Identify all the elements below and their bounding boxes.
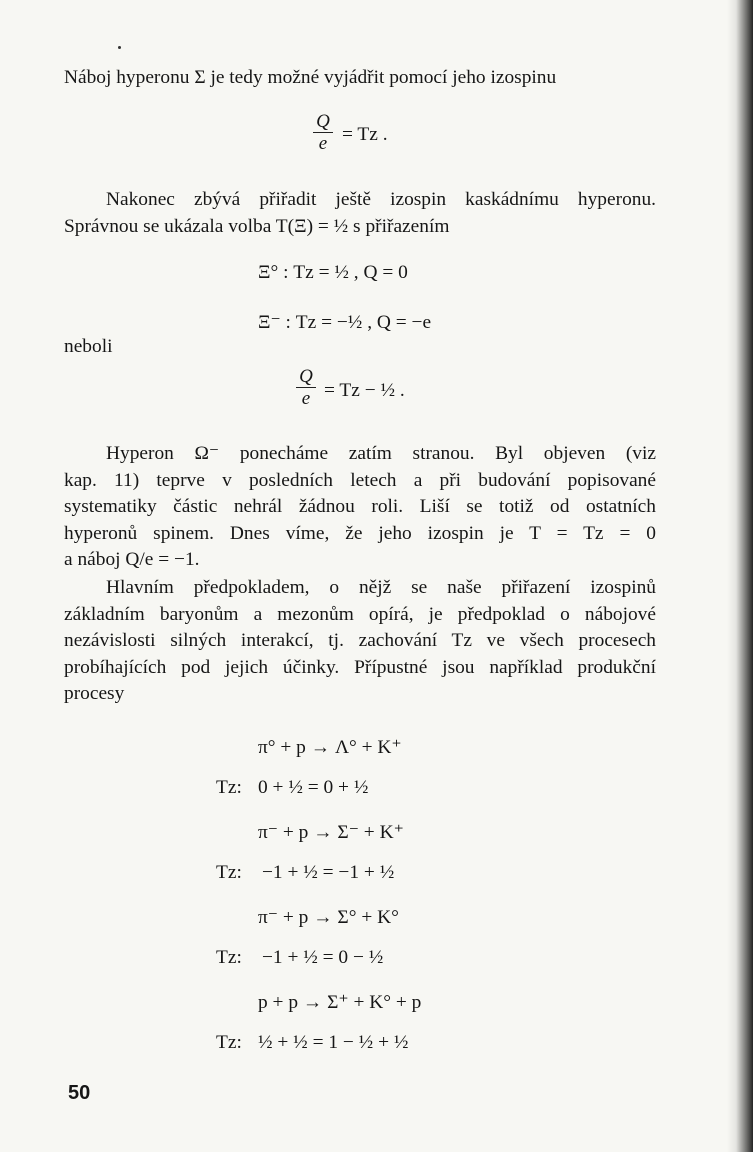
fraction-numerator: Q — [296, 367, 316, 388]
page-edge-shadow — [727, 0, 753, 1152]
fraction-numerator: Q — [313, 112, 333, 133]
page-number: 50 — [68, 1082, 91, 1104]
text-line: nezávislosti silných interakcí, tj. zachování Tz ve všech procesech — [64, 630, 656, 652]
text-line: Náboj hyperonu Σ je tedy možné vyjádřit pomocí jeho izospinu — [64, 67, 557, 88]
equation-xi-charge: = Tz − ½ . — [324, 380, 405, 401]
paragraph-2 — [64, 187, 656, 240]
process-reaction: p + p → Σ⁺ + K° + p — [258, 992, 422, 1013]
process-label: Tz: — [216, 862, 242, 883]
process-reaction: π⁻ + p → Σ⁻ + K⁺ — [258, 822, 404, 843]
process-label: Tz: — [216, 777, 242, 798]
text-line: systematiky částic nehrál žádnou roli. Liší se totiž od ostatních — [64, 496, 656, 518]
equation-charge-isospin: = Tz . — [342, 124, 388, 145]
fraction-denominator: e — [301, 388, 311, 409]
text-line: kap. 11) teprve v posledních letech a při budování popisované — [64, 469, 656, 491]
text-line: Hyperon Ω⁻ ponecháme zatím stranou. Byl objeven (viz — [106, 443, 656, 464]
text-line: základním baryonům a mezonům opírá, je předpoklad o nábojové — [64, 603, 656, 625]
process-label: Tz: — [216, 1032, 242, 1053]
paragraph-3 — [64, 441, 656, 574]
text-line: hyperonů spinem. Dnes víme, že jeho izospin je T = Tz = 0 — [64, 522, 656, 544]
text-line: a náboj Q/e = −1. — [64, 549, 200, 571]
text-line: procesy — [64, 683, 125, 705]
text-line: Nakonec zbývá přiřadit ještě izospin kaskádnímu hyperonu. — [106, 189, 656, 210]
text-line: Hlavním předpokladem, o nějž se naše přiřazení izospinů — [106, 577, 656, 598]
print-speck — [118, 46, 121, 49]
process-reaction: π° + p → Λ° + K⁺ — [258, 737, 402, 758]
process-label: Tz: — [216, 947, 242, 968]
word-neboli: neboli — [64, 336, 113, 357]
equation-xi-zero: Ξ° : Tz = ½ , Q = 0 — [258, 262, 408, 283]
fraction-q-over-e-2 — [296, 367, 316, 410]
process-balance: ½ + ½ = 1 − ½ + ½ — [258, 1032, 409, 1053]
process-balance: −1 + ½ = −1 + ½ — [262, 862, 395, 883]
paragraph-1 — [64, 65, 656, 92]
process-reaction: π⁻ + p → Σ° + K° — [258, 907, 399, 928]
paragraph-4 — [64, 575, 656, 708]
text-line: probíhajících pod jejich účinky. Přípustné jsou například produkční — [64, 656, 656, 678]
process-balance: −1 + ½ = 0 − ½ — [262, 947, 384, 968]
text-line: Správnou se ukázala volba T(Ξ) = ½ s přiřazením — [64, 215, 450, 237]
equation-xi-minus: Ξ⁻ : Tz = −½ , Q = −e — [258, 312, 432, 333]
process-balance: 0 + ½ = 0 + ½ — [258, 777, 369, 798]
fraction-q-over-e — [313, 112, 333, 155]
fraction-denominator: e — [318, 133, 328, 154]
